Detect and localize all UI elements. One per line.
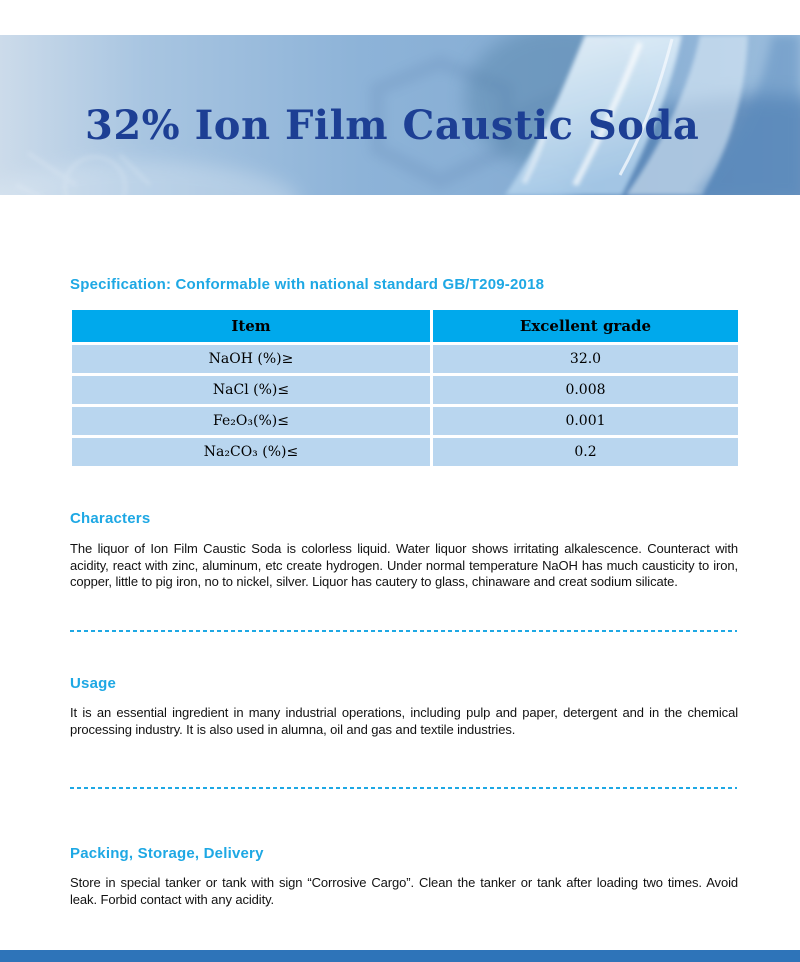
page-title: 32% Ion Film Caustic Soda <box>85 102 700 149</box>
usage-paragraph: It is an essential ingredient in many industrial operations, including pulp and paper, detergent and in the chemical processing industry. It is also used in alumna, oil and gas and textile industries. <box>70 705 738 737</box>
table-row-item: Fe₂O₃(%)≤ <box>72 407 430 435</box>
table-row-value: 0.008 <box>433 376 738 404</box>
packing-section-heading: Packing, Storage, Delivery <box>70 845 264 862</box>
table-header-excellent-grade: Excellent grade <box>433 310 738 342</box>
footer-bar <box>0 950 800 962</box>
table-row-value: 0.2 <box>433 438 738 466</box>
table-row-item: NaCl (%)≤ <box>72 376 430 404</box>
dashed-divider <box>70 630 737 632</box>
dashed-divider <box>70 787 737 789</box>
usage-section-heading: Usage <box>70 675 117 692</box>
table-row-value: 0.001 <box>433 407 738 435</box>
characters-section-heading: Characters <box>70 510 151 527</box>
table-row-item: NaOH (%)≥ <box>72 345 430 373</box>
table-row-value: 32.0 <box>433 345 738 373</box>
packing-paragraph: Store in special tanker or tank with sign “Corrosive Cargo”. Clean the tanker or tank after loading two times. Avoid leak. Forbid contact with any acidity. <box>70 875 738 907</box>
table-row-item: Na₂CO₃ (%)≤ <box>72 438 430 466</box>
table-header-item: Item <box>72 310 430 342</box>
spec-table <box>72 310 738 466</box>
specification-section-heading: Specification: Conformable with national standard GB/T209-2018 <box>70 276 545 293</box>
characters-paragraph: The liquor of Ion Film Caustic Soda is colorless liquid. Water liquor shows irritating alkalescence. Counteract with acidity, react with zinc, aluminum, etc create hydrogen. Under normal temperature NaOH has much causticity to iron, copper, little to pig iron, no to nickel, silver. Liquor has cautery to glass, chinaware and creat sodium silicate. <box>70 541 738 589</box>
header-banner <box>0 35 800 195</box>
